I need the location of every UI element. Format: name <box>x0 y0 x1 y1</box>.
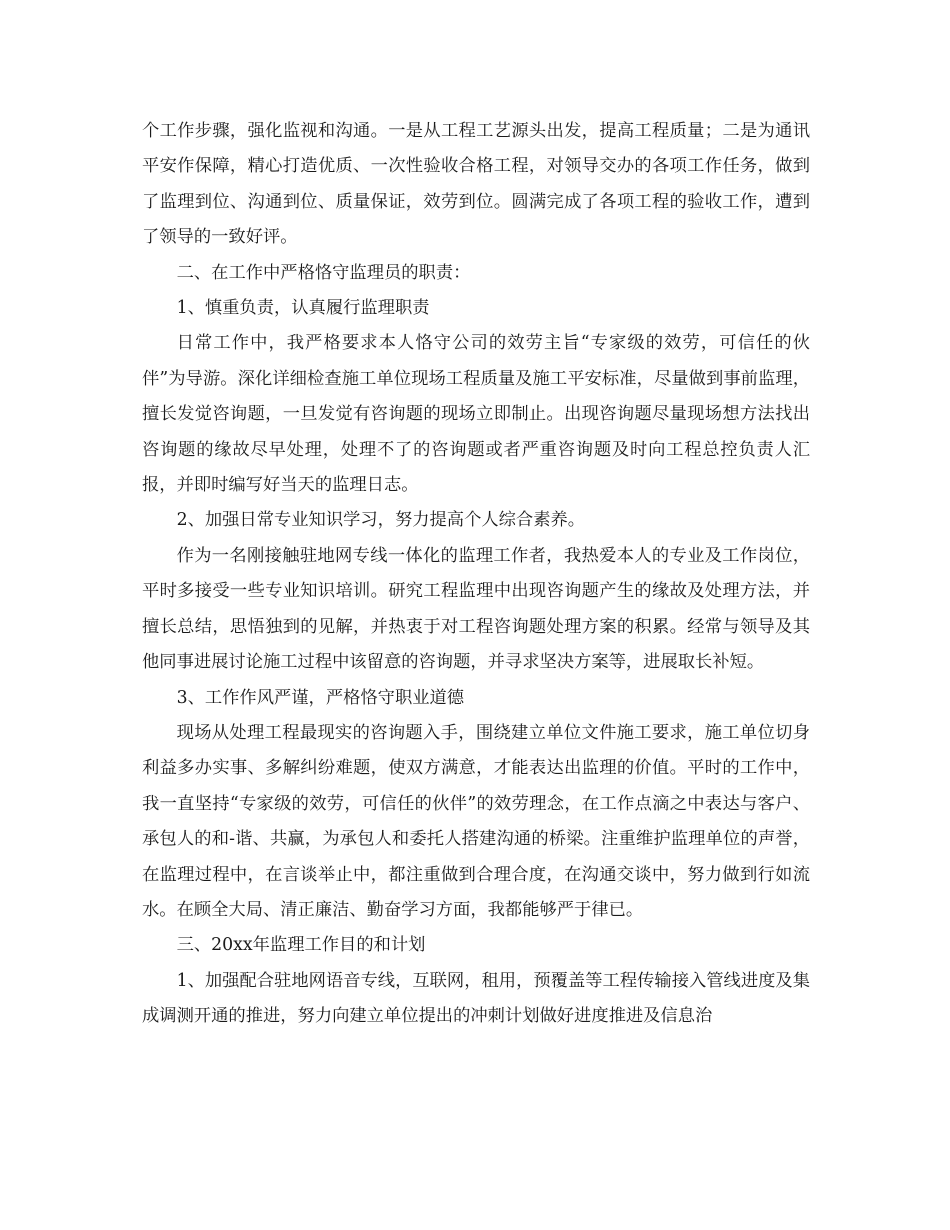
subheading-study: 2、加强日常专业知识学习，努力提高个人综合素养。 <box>176 510 586 531</box>
paragraph-ethics: 现场从处理工程最现实的咨询题入手，围绕建立单位文件施工要求，施工单位切身利益多办实事、多解纠纷难题，使双方满意，才能表达出监理的价值。平时的工作中，我一直坚持“专家级的效劳，可信任的伙伴”的效劳理念，在工作点滴之中表达与客户、承包人的和-谐、共赢，为承包人和委托人搭建沟通的桥梁。注重维护监理单位的声誉，在监理过程中，在言谈举止中，都注重做到合理合度，在沟通交谈中，努力做到行如流水。在顾全大局、清正廉洁、勤奋学习方面，我都能够严于律已。 <box>142 722 810 920</box>
section-heading-plan: 三、20xx年监理工作目的和计划 <box>176 935 426 956</box>
paragraph-daily-work: 日常工作中，我严格要求本人恪守公司的效劳主旨“专家级的效劳，可信任的伙伴”为导游。深化详细检查施工单位现场工程质量及施工平安标准，尽量做到事前监理，擅长发觉咨询题，一旦发觉有咨询题的现场立即制止。出现咨询题尽量现场想方法找出咨询题的缘故尽早处理，处理不了的咨询题或者严重咨询题及时向工程总控负责人汇报，并即时编写好当天的监理日志。 <box>142 333 810 496</box>
document-body <box>142 114 810 1035</box>
paragraph-plan-item-1: 1、加强配合驻地网语音专线，互联网，租用，预覆盖等工程传输接入管线进度及集成调测开通的推进，努力向建立单位提出的冲刺计划做好进度推进及信息治 <box>142 970 810 1027</box>
paragraph-study: 作为一名刚接触驻地网专线一体化的监理工作者，我热爱本人的专业及工作岗位，平时多接受一些专业知识培训。研究工程监理中出现咨询题产生的缘故及处理方法，并擅长总结，思悟独到的见解，并热衷于对工程咨询题处理方案的积累。经常与领导及其他同事进展讨论施工过程中该留意的咨询题，并寻求坚决方案等，进展取长补短。 <box>142 545 810 673</box>
subheading-ethics: 3、工作作风严谨，严格恪守职业道德 <box>176 687 465 708</box>
subheading-responsibility: 1、慎重负责，认真履行监理职责 <box>176 298 430 319</box>
section-heading-duties: 二、在工作中严格恪守监理员的职责： <box>176 262 471 283</box>
paragraph-continuation: 个工作步骤，强化监视和沟通。一是从工程工艺源头出发，提高工程质量；二是为通讯平安作保障，精心打造优质、一次性验收合格工程，对领导交办的各项工作任务，做到了监理到位、沟通到位、质量保证，效劳到位。圆满完成了各项工程的验收工作，遭到了领导的一致好评。 <box>142 121 810 248</box>
